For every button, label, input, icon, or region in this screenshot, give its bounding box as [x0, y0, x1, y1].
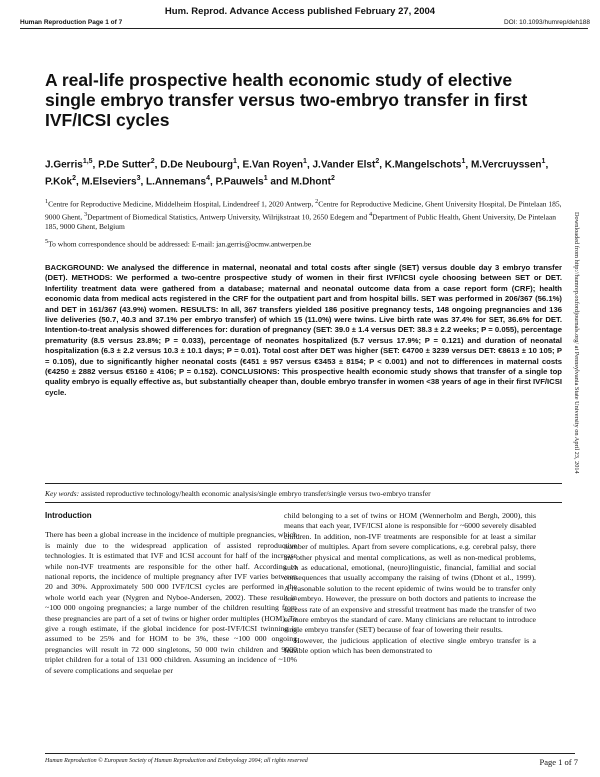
author-affiliation-marker: 2	[330, 175, 335, 183]
keywords-rule-bottom	[45, 502, 562, 503]
download-note: Downloaded from http://humrep.oxfordjournals.org/ at Pennsylvania State University on April 23, 2014	[573, 212, 580, 474]
correspondence-marker: 5	[45, 238, 49, 245]
author-name: P.Kok	[45, 176, 73, 188]
author-affiliation-marker: 1	[303, 158, 307, 165]
abstract: BACKGROUND: We analysed the difference in maternal, neonatal and total costs after single (SET) versus double day 3 embryo transfer (DET). METHODS: We performed a two-centre prospective study of women in their first IVF/ICSI cycle choosing between SET or DET. Infertility treatment data were gathered from a database; maternal and neonatal outcome data from a case report form (CRF); health economic data from medical acts registered in the CRF for the outpatient part and from hospital bills. SET was performed in 206/367 (56.1%) and DET in 161/367 (43.9%) women. RESULTS: In all, 367 transfers yielded 186 positive pregnancy tests, 148 ongoing pregnancies and 136 live deliveries (50.7, 40.3 and 37.1% per embryo transfer) of which 15 (11.0%) were twins. Live birth rate was 37.4% for SET, 36.6% for DET. Intention-to-treat analysis showed differences for: duration of pregnancy (SET: 39.0 ± 1.4 versus DET: 38.3 ± 2.2 weeks; P = 0.055), percentage prematurity (8.5 versus 23.8%; P = 0.033), percentage of neonates hospitalized (5.7 versus 17.9%; P = 0.121) and duration of neonatal hospitalization (6.3 ± 2.2 versus 10.3 ± 10.1 days; P = 0.01). Total cost after DET was higher (SET: €4700 ± 3239 versus DET: €8613 ± 10 105; P = 0.105), due to significantly higher neonatal costs (€451 ± 957 versus €3453 ± 8154; P < 0.001) and not to differences in maternal costs (€4250 ± 2882 versus €5160 ± 4106; P = 0.152). CONCLUSIONS: This prospective health economic study shows that transfer of a single top quality embryo is equally effective as, but substantially cheaper than, double embryo transfer in women <38 years of age in their first IVF/ICSI cycle.	[45, 263, 562, 397]
author-affiliation-marker: 1	[461, 158, 466, 165]
affiliation-marker: 4	[369, 210, 373, 218]
correspondence-note	[45, 238, 565, 249]
author-affiliation-marker: 1	[541, 158, 546, 165]
keywords-text: assisted reproductive technology/health economic analysis/single embryo transfer/single versus two-embryo transfer	[80, 489, 431, 498]
intro-paragraph-1-continued: child belonging to a set of twins or HOM (Wennerholm and Bergh, 2000), this means that each year, IVF/ICSI alone is responsible for ~6000 severely disabled children. In addition, non-IVF treatments are responsible for at least a similar number of multiples. Apart from severe complications, e.g. cerebral palsy, there are other physical and mental complications, as well as non-medical problems, such as educational, emotional, (neuro)linguistic, financial, familial and social consequences that usually accompany the raising of twins (Dhont et al., 1999). A reasonable solution to the recent epidemic of twins would be to transfer only one embryo. However, the pressure on both doctors and patients to increase the success rate of an expensive and stressful treatment has made the transfer of two or more embryos the standard of care. Many clinicians are reluctant to introduce single embryo transfer (SET) because of fear of lowering their results.	[284, 511, 536, 635]
advance-access-header: Hum. Reprod. Advance Access published February 27, 2004	[164, 6, 436, 17]
author-name: J.Vander Elst	[312, 159, 376, 171]
keywords-rule-top	[45, 483, 562, 484]
author-affiliation-marker: 1	[232, 158, 237, 165]
paper-title: A real-life prospective health economic study of elective single embryo transfer versus two-embryo transfer in first IVF/ICSI cycles	[45, 70, 528, 130]
affiliation-text: Department of Public Health, Ghent University, De Pintelaan 185, 9000 Ghent, Belgium	[45, 212, 556, 232]
author-affiliation-marker: 4	[206, 175, 210, 183]
affiliation-marker: 1	[45, 198, 49, 205]
author-name: M.Dhont	[290, 176, 331, 188]
keywords-label: Key words:	[45, 489, 80, 498]
copyright-footer: Human Reproduction © European Society of Human Reproduction and Embryology 2004; all rights reserved	[45, 758, 308, 764]
author-name: M.Vercruyssen	[470, 159, 542, 171]
author-name: K.Mangelschots	[384, 159, 462, 171]
download-watermark	[568, 212, 584, 732]
affiliation-text: Centre for Reproductive Medicine, Ghent University Hospital, De Pintelaan 185, 9000 Ghent,	[45, 199, 562, 222]
author-affiliation-marker: 2	[150, 158, 155, 165]
author-name: E.Van Royen	[242, 159, 304, 171]
page-number: Page 1 of 7	[539, 757, 578, 767]
body-column-right	[284, 511, 536, 657]
affiliations	[45, 197, 565, 233]
doi-label: DOI: 10.1093/humrep/deh188	[503, 19, 590, 26]
author-affiliation-marker: 2	[375, 158, 380, 165]
affiliation-text: Department of Biomedical Statistics, Antwerp University, Wilrijkstraat 10, 2650 Edegem and	[87, 212, 370, 222]
author-name: P.Pauwels	[215, 176, 264, 188]
section-heading-introduction: Introduction	[45, 511, 92, 520]
body-column-left	[45, 511, 297, 676]
keywords	[45, 489, 565, 498]
intro-paragraph-1: There has been a global increase in the incidence of multiple pregnancies, which is mainly due to the widespread application of assisted reproductive technologies. It is estimated that IVF and ICSI account for half of the increase while non-IVF treatments are responsible for the other half. According to national reports, the incidence of multiple pregnancy after IVF varies between 20 and 30%. Approximately 500 000 IVF/ICSI cycles are performed in the whole world each year (Nygren and Nyboe-Andersen, 2002). These result in ~100 000 ongoing pregnancies; a large number of the children resulting from these pregnancies are part of a set of twins or higher order multiples (HOM). To give a rough estimate, if the global incidence for post-IVF/ICSI twinning is assumed to be 25% and for HOM to be 3%, these ~100 000 ongoing pregnancies will result in 72 000 singletons, 50 000 twin children and 9000 triplet children for a total of 131 000 children. Assuming an incidence of ~10% of severe complications and sequelae per	[45, 530, 297, 675]
header-rule	[20, 28, 588, 29]
author-name: D.De Neubourg	[160, 159, 233, 171]
affiliation-marker: 2	[315, 198, 319, 205]
author-affiliation-marker: 1	[263, 175, 268, 183]
author-affiliation-marker: 2	[72, 175, 76, 183]
author-list: J.Gerris$^{1,5}$, P.De Sutter$^2$, D.De Neubourg$^1$, E.Van Royen$^1$, J.Vander Elst$^2$, K.Mangelschots$^1$, M.Vercruyssen$^1$, P.Kok$^2$, M.Elseviers$^3$, L.Annemans$^4$, P.Pauwels$^1$ and M.Dhont$^2$	[45, 158, 549, 188]
correspondence-text: To whom correspondence should be addressed: E-mail: jan.gerris@ocmw.antwerpen.be	[48, 239, 312, 249]
author-affiliation-marker: 3	[136, 175, 141, 183]
intro-paragraph-2: However, the judicious application of elective single embryo transfer is a feasible option which has been demonstrated to	[284, 635, 536, 656]
running-header: Human Reproduction Page 1 of 7	[20, 19, 123, 26]
author-name: P.De Sutter	[98, 159, 151, 171]
affiliation-text: Centre for Reproductive Medicine, Middelheim Hospital, Lindendreef 1, 2020 Antwerp,	[48, 199, 316, 209]
author-name: L.Annemans	[146, 176, 207, 188]
footer-rule	[45, 753, 575, 754]
author-name: J.Gerris	[45, 159, 83, 171]
author-name: M.Elseviers	[81, 176, 137, 188]
affiliation-marker: 3	[83, 210, 88, 218]
author-affiliation-marker: 1,5	[82, 158, 93, 165]
